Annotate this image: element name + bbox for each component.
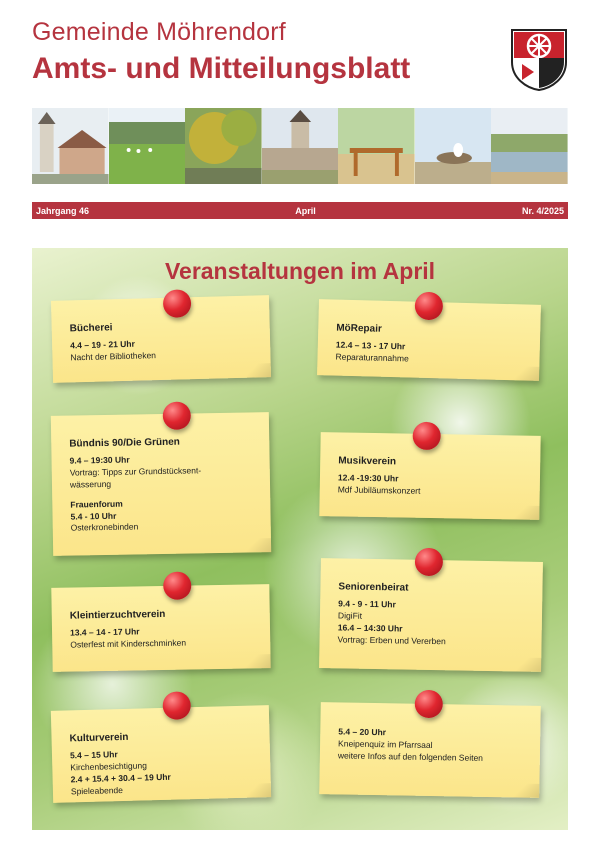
sticky-note (51, 584, 270, 672)
photo-church-tower (32, 108, 109, 184)
note-date: 13.4 – 14 - 17 Uhr (69, 626, 140, 638)
photo-pond (491, 108, 568, 184)
note-date: 9.4 - 9 - 11 Uhr (338, 598, 396, 610)
note-title: Bündnis 90/Die Grünen (69, 436, 180, 450)
note-date: 4.4 – 19 - 21 Uhr (70, 338, 135, 351)
pushpin-icon (415, 690, 443, 718)
note-date: 9.4 – 19:30 Uhr (69, 454, 130, 466)
events-poster (32, 248, 568, 830)
note-text: Vortrag: Tipps zur Grundstücksent- (69, 465, 202, 478)
volume-label: Jahrgang 46 (36, 205, 90, 216)
note-text: Kirchenbesichtigung (70, 760, 147, 773)
note-content (69, 434, 261, 535)
note-text: Spieleabende (70, 784, 124, 797)
note-content (70, 317, 261, 364)
pushpin-icon (162, 691, 191, 720)
photo-stork-nest (415, 108, 492, 184)
note-text: wässerung (69, 478, 112, 490)
note-content (70, 606, 261, 651)
pushpin-icon (163, 289, 192, 318)
pushpin-icon (163, 571, 191, 599)
note-text: Reparaturannahme (335, 351, 409, 364)
note-content (338, 454, 531, 499)
issue-band (32, 202, 568, 219)
note-curl (230, 654, 270, 669)
note-curl (231, 538, 271, 553)
note-text: Osterkronebinden (70, 521, 139, 534)
note-date: 5.4 – 15 Uhr (69, 749, 118, 761)
note-text: weitere Infos auf den folgenden Seiten (337, 750, 484, 763)
photo-tree (185, 108, 262, 184)
sticky-note (319, 702, 541, 798)
pushpin-icon (412, 422, 440, 450)
sticky-note (51, 705, 271, 803)
note-date: 12.4 -19:30 Uhr (337, 472, 399, 484)
note-title: Kleintierzuchtverein (69, 608, 166, 622)
sticky-note (319, 558, 543, 672)
sticky-note (51, 295, 271, 383)
note-content (338, 724, 531, 765)
pushpin-icon (163, 401, 191, 429)
note-text: Vortrag: Erben und Vererben (337, 634, 446, 646)
note-title: Kulturverein (69, 731, 129, 745)
note-date: 12.4 – 13 - 17 Uhr (335, 339, 406, 352)
note-content (337, 580, 532, 649)
note-curl (499, 783, 539, 798)
note-text: Osterfest mit Kinderschminken (70, 637, 187, 650)
photo-old-building (262, 108, 339, 184)
note-curl (499, 505, 539, 520)
note-text: DigiFit (337, 610, 363, 621)
note-curl (501, 657, 541, 672)
note-title: Seniorenbeirat (338, 581, 409, 594)
photo-strip (32, 108, 568, 184)
note-title: Musikverein (338, 455, 397, 468)
municipal-coat-of-arms-icon (510, 28, 568, 92)
note-title: MöRepair (336, 322, 382, 335)
poster-title: Veranstaltungen im April (164, 258, 436, 284)
note-date: 16.4 – 14:30 Uhr (337, 622, 403, 634)
note-title: Bücherei (69, 322, 113, 335)
note-date: 5.4 - 10 Uhr (70, 510, 117, 522)
sticky-note (317, 299, 541, 381)
pushpin-icon (415, 548, 443, 576)
note-date: Frauenforum (70, 498, 123, 510)
note-curl (231, 363, 271, 378)
pushpin-icon (415, 292, 444, 321)
photo-playground (338, 108, 415, 184)
sticky-note (51, 412, 271, 556)
month-label: April (295, 205, 316, 216)
note-date: 2.4 + 15.4 + 30.4 – 19 Uhr (70, 771, 171, 785)
note-content (335, 322, 530, 369)
sticky-note (319, 432, 540, 520)
note-content (69, 727, 261, 798)
header-municipality: Gemeinde Möhrendorf (32, 18, 286, 46)
note-text: Mdf Jubiläumskonzert (337, 484, 421, 496)
note-date: 5.4 – 20 Uhr (338, 726, 387, 738)
header-title: Amts- und Mitteilungsblatt (32, 52, 411, 85)
photo-meadow (109, 108, 186, 184)
note-text: Kneipenquiz im Pfarrsaal (338, 738, 433, 750)
issue-number: Nr. 4/2025 (521, 205, 564, 216)
note-text: Nacht der Bibliotheken (70, 350, 157, 363)
